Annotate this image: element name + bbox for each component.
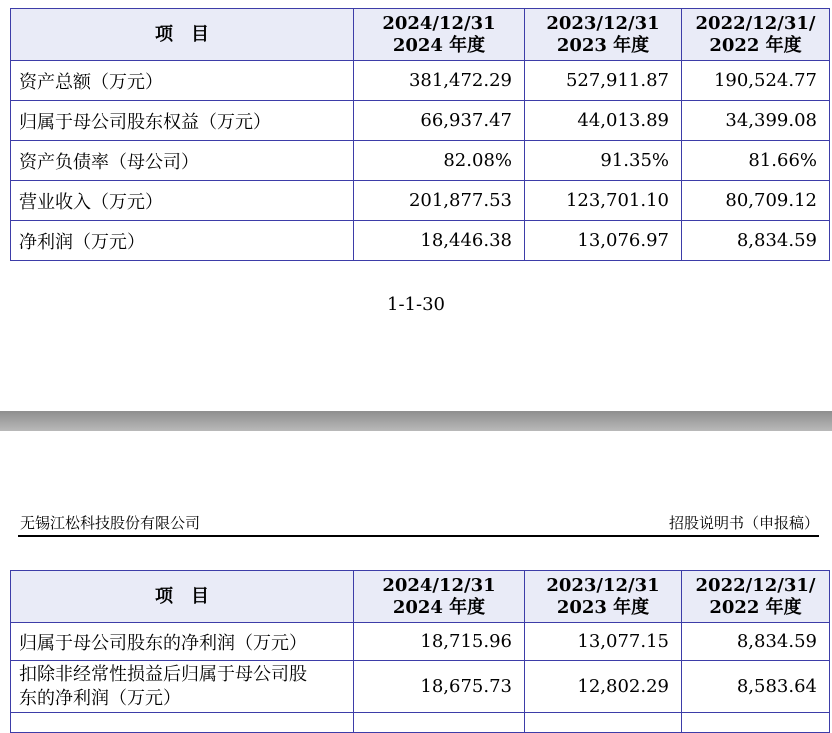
cell-2024: 381,472.29 xyxy=(354,61,525,101)
page-number: 1-1-30 xyxy=(387,294,445,315)
document-header xyxy=(20,512,819,534)
row-label: 资产总额（万元） xyxy=(11,61,354,101)
row-label: 归属于母公司股东的净利润（万元） xyxy=(11,623,354,661)
cell-2022 xyxy=(682,713,830,733)
table-row-net-profit xyxy=(11,221,830,261)
cell-2023: 91.35% xyxy=(525,141,682,181)
header-rule xyxy=(18,535,819,537)
table-row-parent-equity xyxy=(11,101,830,141)
header-2024: 2024/12/31 2024 年度 xyxy=(354,9,525,61)
financial-summary-table-1 xyxy=(10,8,830,261)
header-2023: 2023/12/31 2023 年度 xyxy=(525,9,682,61)
cell-2024: 201,877.53 xyxy=(354,181,525,221)
table-row-total-assets xyxy=(11,61,830,101)
cell-2022: 81.66% xyxy=(682,141,830,181)
header-item: 项 目 xyxy=(11,9,354,61)
table-header-row xyxy=(11,571,830,623)
page-separator xyxy=(0,411,832,431)
table-row-debt-ratio xyxy=(11,141,830,181)
row-label: 归属于母公司股东权益（万元） xyxy=(11,101,354,141)
header-2022: 2022/12/31/ 2022 年度 xyxy=(682,9,830,61)
header-2023: 2023/12/31 2023 年度 xyxy=(525,571,682,623)
cell-2024: 18,715.96 xyxy=(354,623,525,661)
cell-2022: 8,583.64 xyxy=(682,661,830,713)
cell-2023: 44,013.89 xyxy=(525,101,682,141)
cell-2023: 527,911.87 xyxy=(525,61,682,101)
row-label: 营业收入（万元） xyxy=(11,181,354,221)
cell-2022: 34,399.08 xyxy=(682,101,830,141)
row-label: 扣除非经常性损益后归属于母公司股 东的净利润（万元） xyxy=(11,661,354,713)
cell-2023: 13,077.15 xyxy=(525,623,682,661)
cell-2024: 18,446.38 xyxy=(354,221,525,261)
cell-2024: 82.08% xyxy=(354,141,525,181)
cell-2024: 18,675.73 xyxy=(354,661,525,713)
cell-2024 xyxy=(354,713,525,733)
header-item: 项 目 xyxy=(11,571,354,623)
company-name: 无锡江松科技股份有限公司 xyxy=(20,514,201,532)
table-row-revenue xyxy=(11,181,830,221)
cell-2023: 13,076.97 xyxy=(525,221,682,261)
cell-2023 xyxy=(525,713,682,733)
financial-summary-table-2 xyxy=(10,570,830,733)
cell-2022: 8,834.59 xyxy=(682,221,830,261)
cell-2022: 190,524.77 xyxy=(682,61,830,101)
table-row-parent-net-profit xyxy=(11,623,830,661)
row-label: 资产负债率（母公司） xyxy=(11,141,354,181)
cell-2023: 123,701.10 xyxy=(525,181,682,221)
row-label: 净利润（万元） xyxy=(11,221,354,261)
cell-2022: 8,834.59 xyxy=(682,623,830,661)
table-row-partial xyxy=(11,713,830,733)
cell-2022: 80,709.12 xyxy=(682,181,830,221)
header-2022: 2022/12/31/ 2022 年度 xyxy=(682,571,830,623)
table-row-deducted-net-profit xyxy=(11,661,830,713)
row-label xyxy=(11,713,354,733)
header-2024: 2024/12/31 2024 年度 xyxy=(354,571,525,623)
table-header-row xyxy=(11,9,830,61)
document-type: 招股说明书（申报稿） xyxy=(668,514,819,532)
cell-2024: 66,937.47 xyxy=(354,101,525,141)
cell-2023: 12,802.29 xyxy=(525,661,682,713)
